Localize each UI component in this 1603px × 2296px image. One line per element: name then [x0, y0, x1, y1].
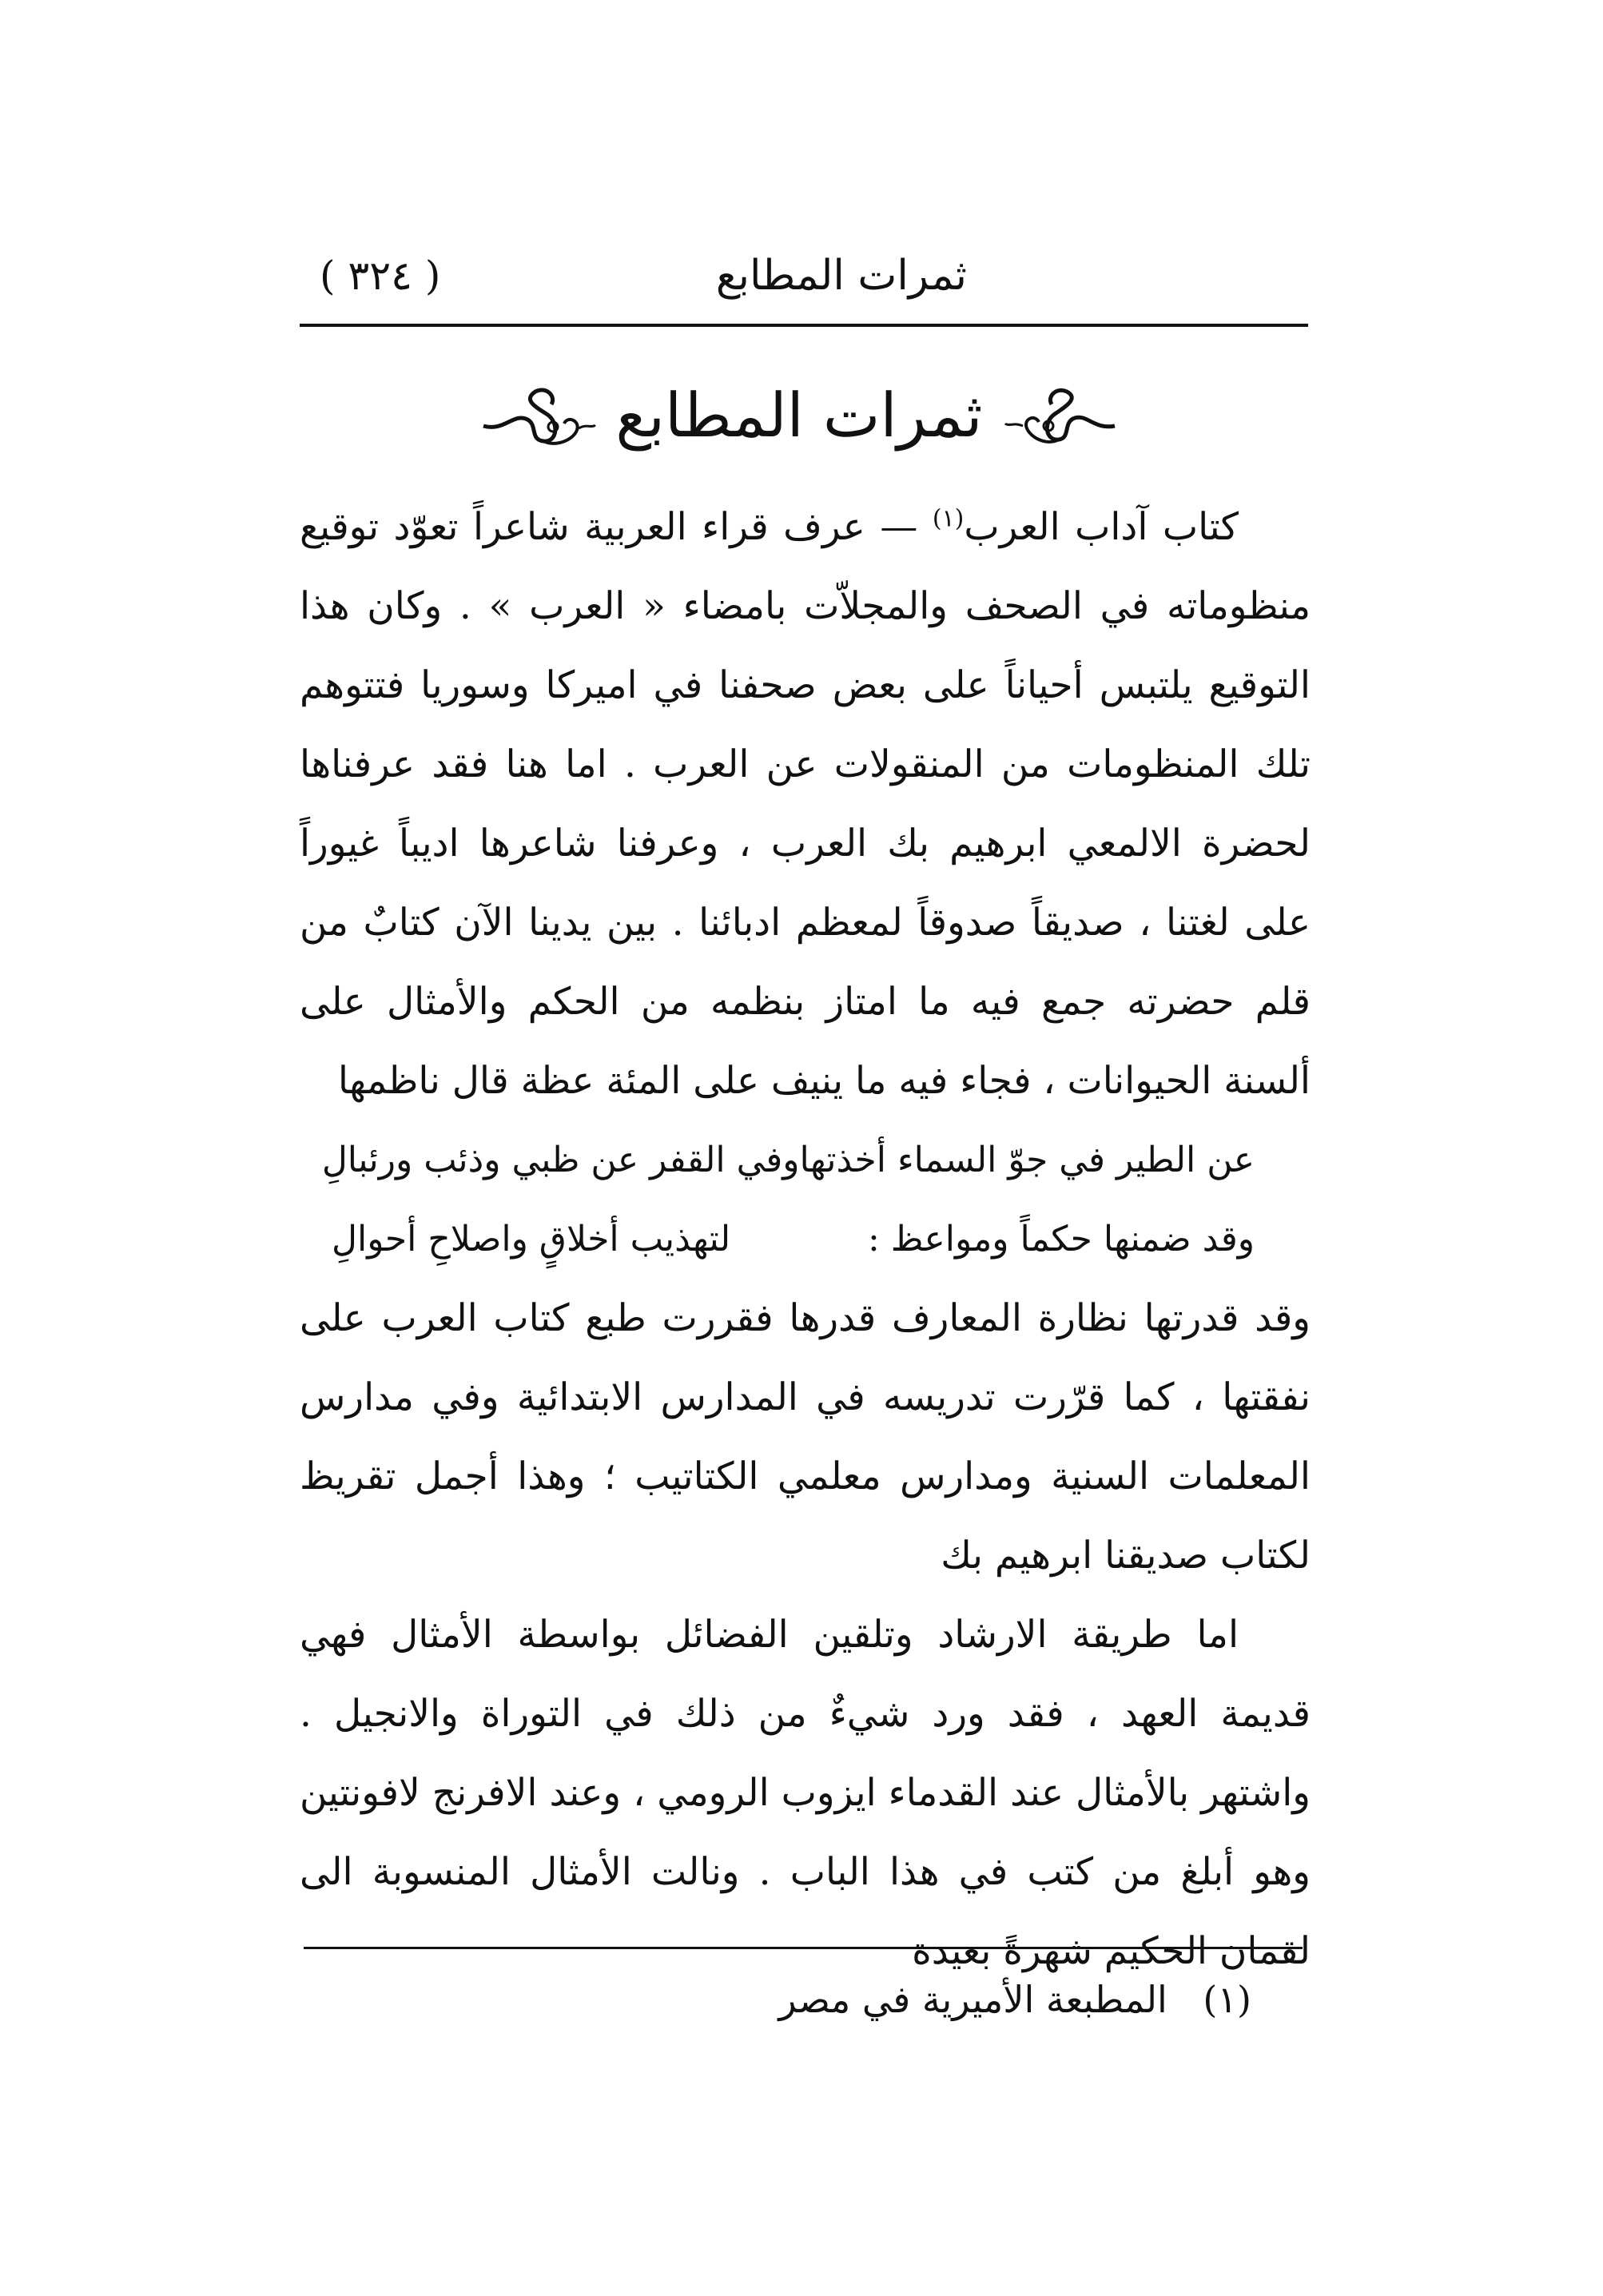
page-number: ( ٣٢٤ ): [320, 253, 441, 299]
paragraph-text: — عرف قراء العربية شاعراً تعوّد توقيع منظوماته في الصحف والمجلاّت بامضاء « العرب » . وكان هذا التوقيع يلتبس أحياناً على بعض صحفنا في اميركا وسوريا فتتوهم تلك المنظومات من المنقولات عن العرب . اما هنا فقد عرفناها لحضرة الالمعي ابرهيم بك العرب ، وعرفنا شاعرها اديباً غيوراً على لغتنا ، صديقاً صدوقاً لمعظم ادبائنا . بين يدينا الآن كتابٌ من قلم حضرته جمع فيه ما امتاز بنظمه من الحكم والأمثال على ألسنة الحيوانات ، فجاء فيه ما ينيف على المئة عظة قال ناظمها: [300, 505, 1311, 1103]
verse-block: [300, 1120, 1311, 1279]
section-heading: [479, 352, 1119, 472]
footnote-rule: [304, 1947, 1303, 1949]
verse-line: [300, 1200, 1311, 1279]
verse-hemistich-first: عن الطير في جوّ السماء أخذتها: [799, 1140, 1255, 1180]
footnote-marker: (١): [1203, 1978, 1251, 2021]
footnote-reference: (١): [932, 504, 965, 533]
paragraph: اما طريقة الارشاد وتلقين الفضائل بواسطة الأمثال فهي قديمة العهد ، فقد ورد شيءٌ من ذلك في التوراة والانجيل . واشتهر بالأمثال عند القدماء ايزوب الرومي ، وعند الافرنج لافونتين وهو أبلغ من كتب في هذا الباب . ونالت الأمثال المنسوبة الى لقمان الحكيم شهرةً بعيدة: [300, 1613, 1311, 1973]
header-rule: [300, 324, 1308, 327]
footnote-text: المطبعة الأميرية في مصر: [778, 1978, 1167, 2021]
running-header: [304, 240, 1303, 312]
verse-line: [300, 1120, 1311, 1200]
scroll-ornament-icon: [479, 382, 599, 454]
verse-hemistich-second: لتهذيب أخلاقٍ واصلاحِ أحوالِ: [332, 1219, 731, 1259]
paragraph: [300, 487, 1311, 1120]
article-body: [300, 487, 1311, 1991]
footnote: [778, 1968, 1251, 2031]
verse-hemistich-second: وفي القفر عن ظبي وذئب ورئبالِ: [321, 1140, 800, 1180]
verse-hemistich-first: وقد ضمنها حكماً ومواعظ :: [867, 1219, 1255, 1259]
section-title: ثمرات المطابع: [615, 380, 983, 451]
book-title-lead: كتاب آداب العرب: [964, 505, 1239, 549]
paragraph: وقد قدرتها نظارة المعارف قدرها فقررت طبع كتاب العرب على نفقتها ، كما قرّرت تدريسه في المدارس الابتدائية وفي مدارس المعلمات السنية ومدارس معلمي الكتاتيب ؛ وهذا أجمل تقريظ لكتاب صديقنا ابرهيم بك: [300, 1296, 1311, 1578]
running-title: ثمرات المطابع: [715, 252, 967, 300]
